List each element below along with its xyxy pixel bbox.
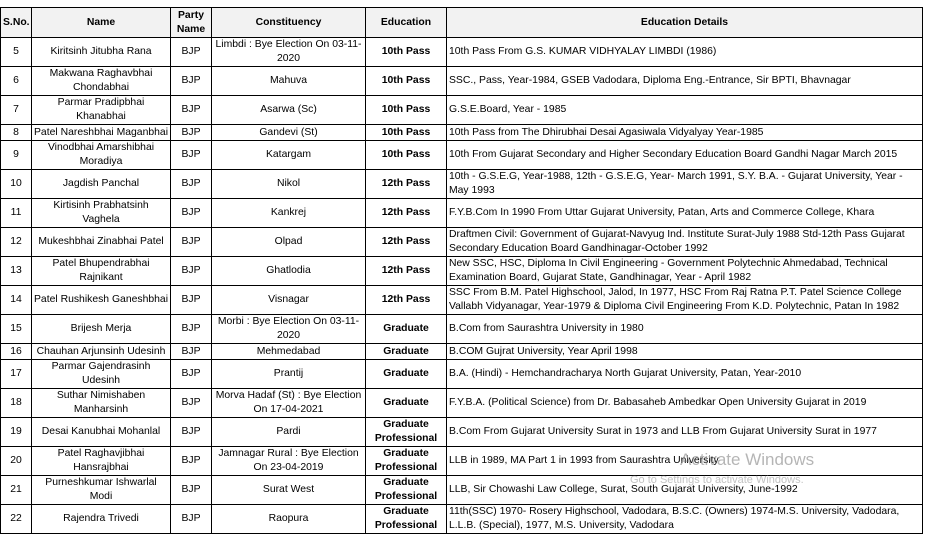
cell-party: BJP [171, 257, 212, 286]
cell-education: 10th Pass [366, 125, 447, 141]
cell-party: BJP [171, 286, 212, 315]
cell-details: New SSC, HSC, Diploma In Civil Engineering - Government Polytechnic Ahmedabad, Technical Examination Board, Gujarat State, Gandhinagar, Year - April 1982 [447, 257, 923, 286]
cell-party: BJP [171, 96, 212, 125]
cell-party: BJP [171, 38, 212, 67]
table-row [1, 286, 923, 315]
table-row [1, 67, 923, 96]
cell-constituency: Raopura [212, 505, 366, 534]
cell-sno: 10 [1, 170, 32, 199]
cell-education: Graduate [366, 344, 447, 360]
cell-party: BJP [171, 447, 212, 476]
cell-education: 12th Pass [366, 257, 447, 286]
cell-education: Graduate Professional [366, 505, 447, 534]
table-row [1, 447, 923, 476]
cell-constituency: Pardi [212, 418, 366, 447]
table-row [1, 96, 923, 125]
cell-sno: 22 [1, 505, 32, 534]
cell-education: Graduate [366, 360, 447, 389]
cell-education: Graduate Professional [366, 447, 447, 476]
table-row [1, 199, 923, 228]
cell-education: 10th Pass [366, 38, 447, 67]
cell-sno: 21 [1, 476, 32, 505]
cell-party: BJP [171, 315, 212, 344]
cell-party: BJP [171, 344, 212, 360]
cell-education: 12th Pass [366, 286, 447, 315]
cell-sno: 19 [1, 418, 32, 447]
cell-details: 10th Pass from The Dhirubhai Desai Agasiwala Vidyalyay Year-1985 [447, 125, 923, 141]
cell-education: Graduate [366, 315, 447, 344]
cell-details: B.Com from Saurashtra University in 1980 [447, 315, 923, 344]
cell-name: Parmar Pradipbhai Khanabhai [32, 96, 171, 125]
cell-name: Purneshkumar Ishwarlal Modi [32, 476, 171, 505]
table-row [1, 228, 923, 257]
cell-details: F.Y.B.Com In 1990 From Uttar Gujarat University, Patan, Arts and Commerce College, Khara [447, 199, 923, 228]
cell-party: BJP [171, 389, 212, 418]
cell-constituency: Visnagar [212, 286, 366, 315]
cell-name: Patel Nareshbhai Maganbhai [32, 125, 171, 141]
cell-sno: 7 [1, 96, 32, 125]
table-row [1, 257, 923, 286]
cell-education: Graduate [366, 389, 447, 418]
cell-constituency: Nikol [212, 170, 366, 199]
cell-details: G.S.E.Board, Year - 1985 [447, 96, 923, 125]
cell-constituency: Mahuva [212, 67, 366, 96]
cell-sno: 8 [1, 125, 32, 141]
cell-constituency: Katargam [212, 141, 366, 170]
cell-details: 10th Pass From G.S. KUMAR VIDHYALAY LIMBDI (1986) [447, 38, 923, 67]
cell-details: B.Com From Gujarat University Surat in 1973 and LLB From Gujarat University Surat in 1977 [447, 418, 923, 447]
cell-party: BJP [171, 476, 212, 505]
cell-constituency: Jamnagar Rural : Bye Election On 23-04-2019 [212, 447, 366, 476]
table-row [1, 360, 923, 389]
cell-constituency: Gandevi (St) [212, 125, 366, 141]
cell-name: Patel Rushikesh Ganeshbhai [32, 286, 171, 315]
table-row [1, 141, 923, 170]
table-row [1, 418, 923, 447]
header-name: Name [32, 8, 171, 38]
cell-name: Patel Raghavjibhai Hansrajbhai [32, 447, 171, 476]
cell-details: 10th From Gujarat Secondary and Higher Secondary Education Board Gandhi Nagar March 2015 [447, 141, 923, 170]
cell-constituency: Surat West [212, 476, 366, 505]
cell-sno: 5 [1, 38, 32, 67]
cell-name: Kiritsinh Jitubha Rana [32, 38, 171, 67]
cell-constituency: Asarwa (Sc) [212, 96, 366, 125]
cell-sno: 17 [1, 360, 32, 389]
cell-details: 10th - G.S.E.G, Year-1988, 12th - G.S.E.G, Year- March 1991, S.Y. B.A. - Gujarat University, Year - May 1993 [447, 170, 923, 199]
cell-education: 12th Pass [366, 199, 447, 228]
cell-sno: 18 [1, 389, 32, 418]
cell-party: BJP [171, 170, 212, 199]
table-row [1, 38, 923, 67]
cell-details: LLB, Sir Chowashi Law College, Surat, South Gujarat University, June-1992 [447, 476, 923, 505]
table-row [1, 476, 923, 505]
table-row [1, 170, 923, 199]
cell-name: Parmar Gajendrasinh Udesinh [32, 360, 171, 389]
cell-party: BJP [171, 67, 212, 96]
cell-sno: 13 [1, 257, 32, 286]
header-details: Education Details [447, 8, 923, 38]
header-constituency: Constituency [212, 8, 366, 38]
cell-party: BJP [171, 125, 212, 141]
cell-sno: 14 [1, 286, 32, 315]
cell-name: Chauhan Arjunsinh Udesinh [32, 344, 171, 360]
activate-windows-hint: Go to Settings to activate Windows. [630, 474, 804, 486]
cell-party: BJP [171, 418, 212, 447]
cell-constituency: Mehmedabad [212, 344, 366, 360]
cell-name: Mukeshbhai Zinabhai Patel [32, 228, 171, 257]
cell-sno: 6 [1, 67, 32, 96]
education-table [0, 7, 923, 534]
cell-constituency: Morva Hadaf (St) : Bye Election On 17-04-2021 [212, 389, 366, 418]
cell-name: Kirtisinh Prabhatsinh Vaghela [32, 199, 171, 228]
cell-details: F.Y.B.A. (Political Science) from Dr. Babasaheb Ambedkar Open University Gujarat in 2019 [447, 389, 923, 418]
cell-name: Rajendra Trivedi [32, 505, 171, 534]
cell-name: Patel Bhupendrabhai Rajnikant [32, 257, 171, 286]
cell-name: Suthar Nimishaben Manharsinh [32, 389, 171, 418]
cell-details: LLB in 1989, MA Part 1 in 1993 from Saurashtra University [447, 447, 923, 476]
cell-party: BJP [171, 141, 212, 170]
table-row [1, 344, 923, 360]
cell-name: Makwana Raghavbhai Chondabhai [32, 67, 171, 96]
cell-party: BJP [171, 228, 212, 257]
cell-education: Graduate Professional [366, 476, 447, 505]
cell-sno: 9 [1, 141, 32, 170]
cell-education: Graduate Professional [366, 418, 447, 447]
cell-party: BJP [171, 199, 212, 228]
cell-details: SSC From B.M. Patel Highschool, Jalod, In 1977, HSC From Raj Ratna P.T. Patel Science College Vallabh Vidyanagar, Year-1979 & Diploma Civil Engineering From K.D. Polytechnic, Patan In 1982 [447, 286, 923, 315]
cell-sno: 20 [1, 447, 32, 476]
cell-details: SSC., Pass, Year-1984, GSEB Vadodara, Diploma Eng.-Entrance, Sir BPTI, Bhavnagar [447, 67, 923, 96]
cell-education: 10th Pass [366, 67, 447, 96]
cell-party: BJP [171, 505, 212, 534]
cell-education: 12th Pass [366, 228, 447, 257]
cell-constituency: Olpad [212, 228, 366, 257]
header-sno: S.No. [1, 8, 32, 38]
cell-details: B.A. (Hindi) - Hemchandracharya North Gujarat University, Patan, Year-2010 [447, 360, 923, 389]
cell-constituency: Prantij [212, 360, 366, 389]
cell-name: Brijesh Merja [32, 315, 171, 344]
header-education: Education [366, 8, 447, 38]
cell-constituency: Limbdi : Bye Election On 03-11-2020 [212, 38, 366, 67]
cell-sno: 12 [1, 228, 32, 257]
cell-details: Draftmen Civil: Government of Gujarat-Navyug Ind. Institute Surat-July 1988 Std-12th Pass Gujarat Secondary Education Board Gandhinagar-October 1992 [447, 228, 923, 257]
cell-constituency: Ghatlodia [212, 257, 366, 286]
cell-constituency: Morbi : Bye Election On 03-11-2020 [212, 315, 366, 344]
table-row [1, 389, 923, 418]
cell-education: 10th Pass [366, 141, 447, 170]
header-party: Party Name [171, 8, 212, 38]
activate-windows-watermark: Activate Windows [680, 450, 815, 469]
cell-name: Jagdish Panchal [32, 170, 171, 199]
cell-party: BJP [171, 360, 212, 389]
table-row [1, 315, 923, 344]
cell-details: 11th(SSC) 1970- Rosery Highschool, Vadodara, B.S.C. (Owners) 1974-M.S. University, Vadodara, L.L.B. (Special), 1977, M.S. University, Vadodara [447, 505, 923, 534]
cell-name: Desai Kanubhai Mohanlal [32, 418, 171, 447]
cell-sno: 11 [1, 199, 32, 228]
cell-education: 12th Pass [366, 170, 447, 199]
cell-sno: 16 [1, 344, 32, 360]
cell-constituency: Kankrej [212, 199, 366, 228]
table-row [1, 505, 923, 534]
cell-details: B.COM Gujrat University, Year April 1998 [447, 344, 923, 360]
cell-name: Vinodbhai Amarshibhai Moradiya [32, 141, 171, 170]
table-row [1, 125, 923, 141]
cell-education: 10th Pass [366, 96, 447, 125]
header-row [1, 8, 923, 38]
cell-sno: 15 [1, 315, 32, 344]
